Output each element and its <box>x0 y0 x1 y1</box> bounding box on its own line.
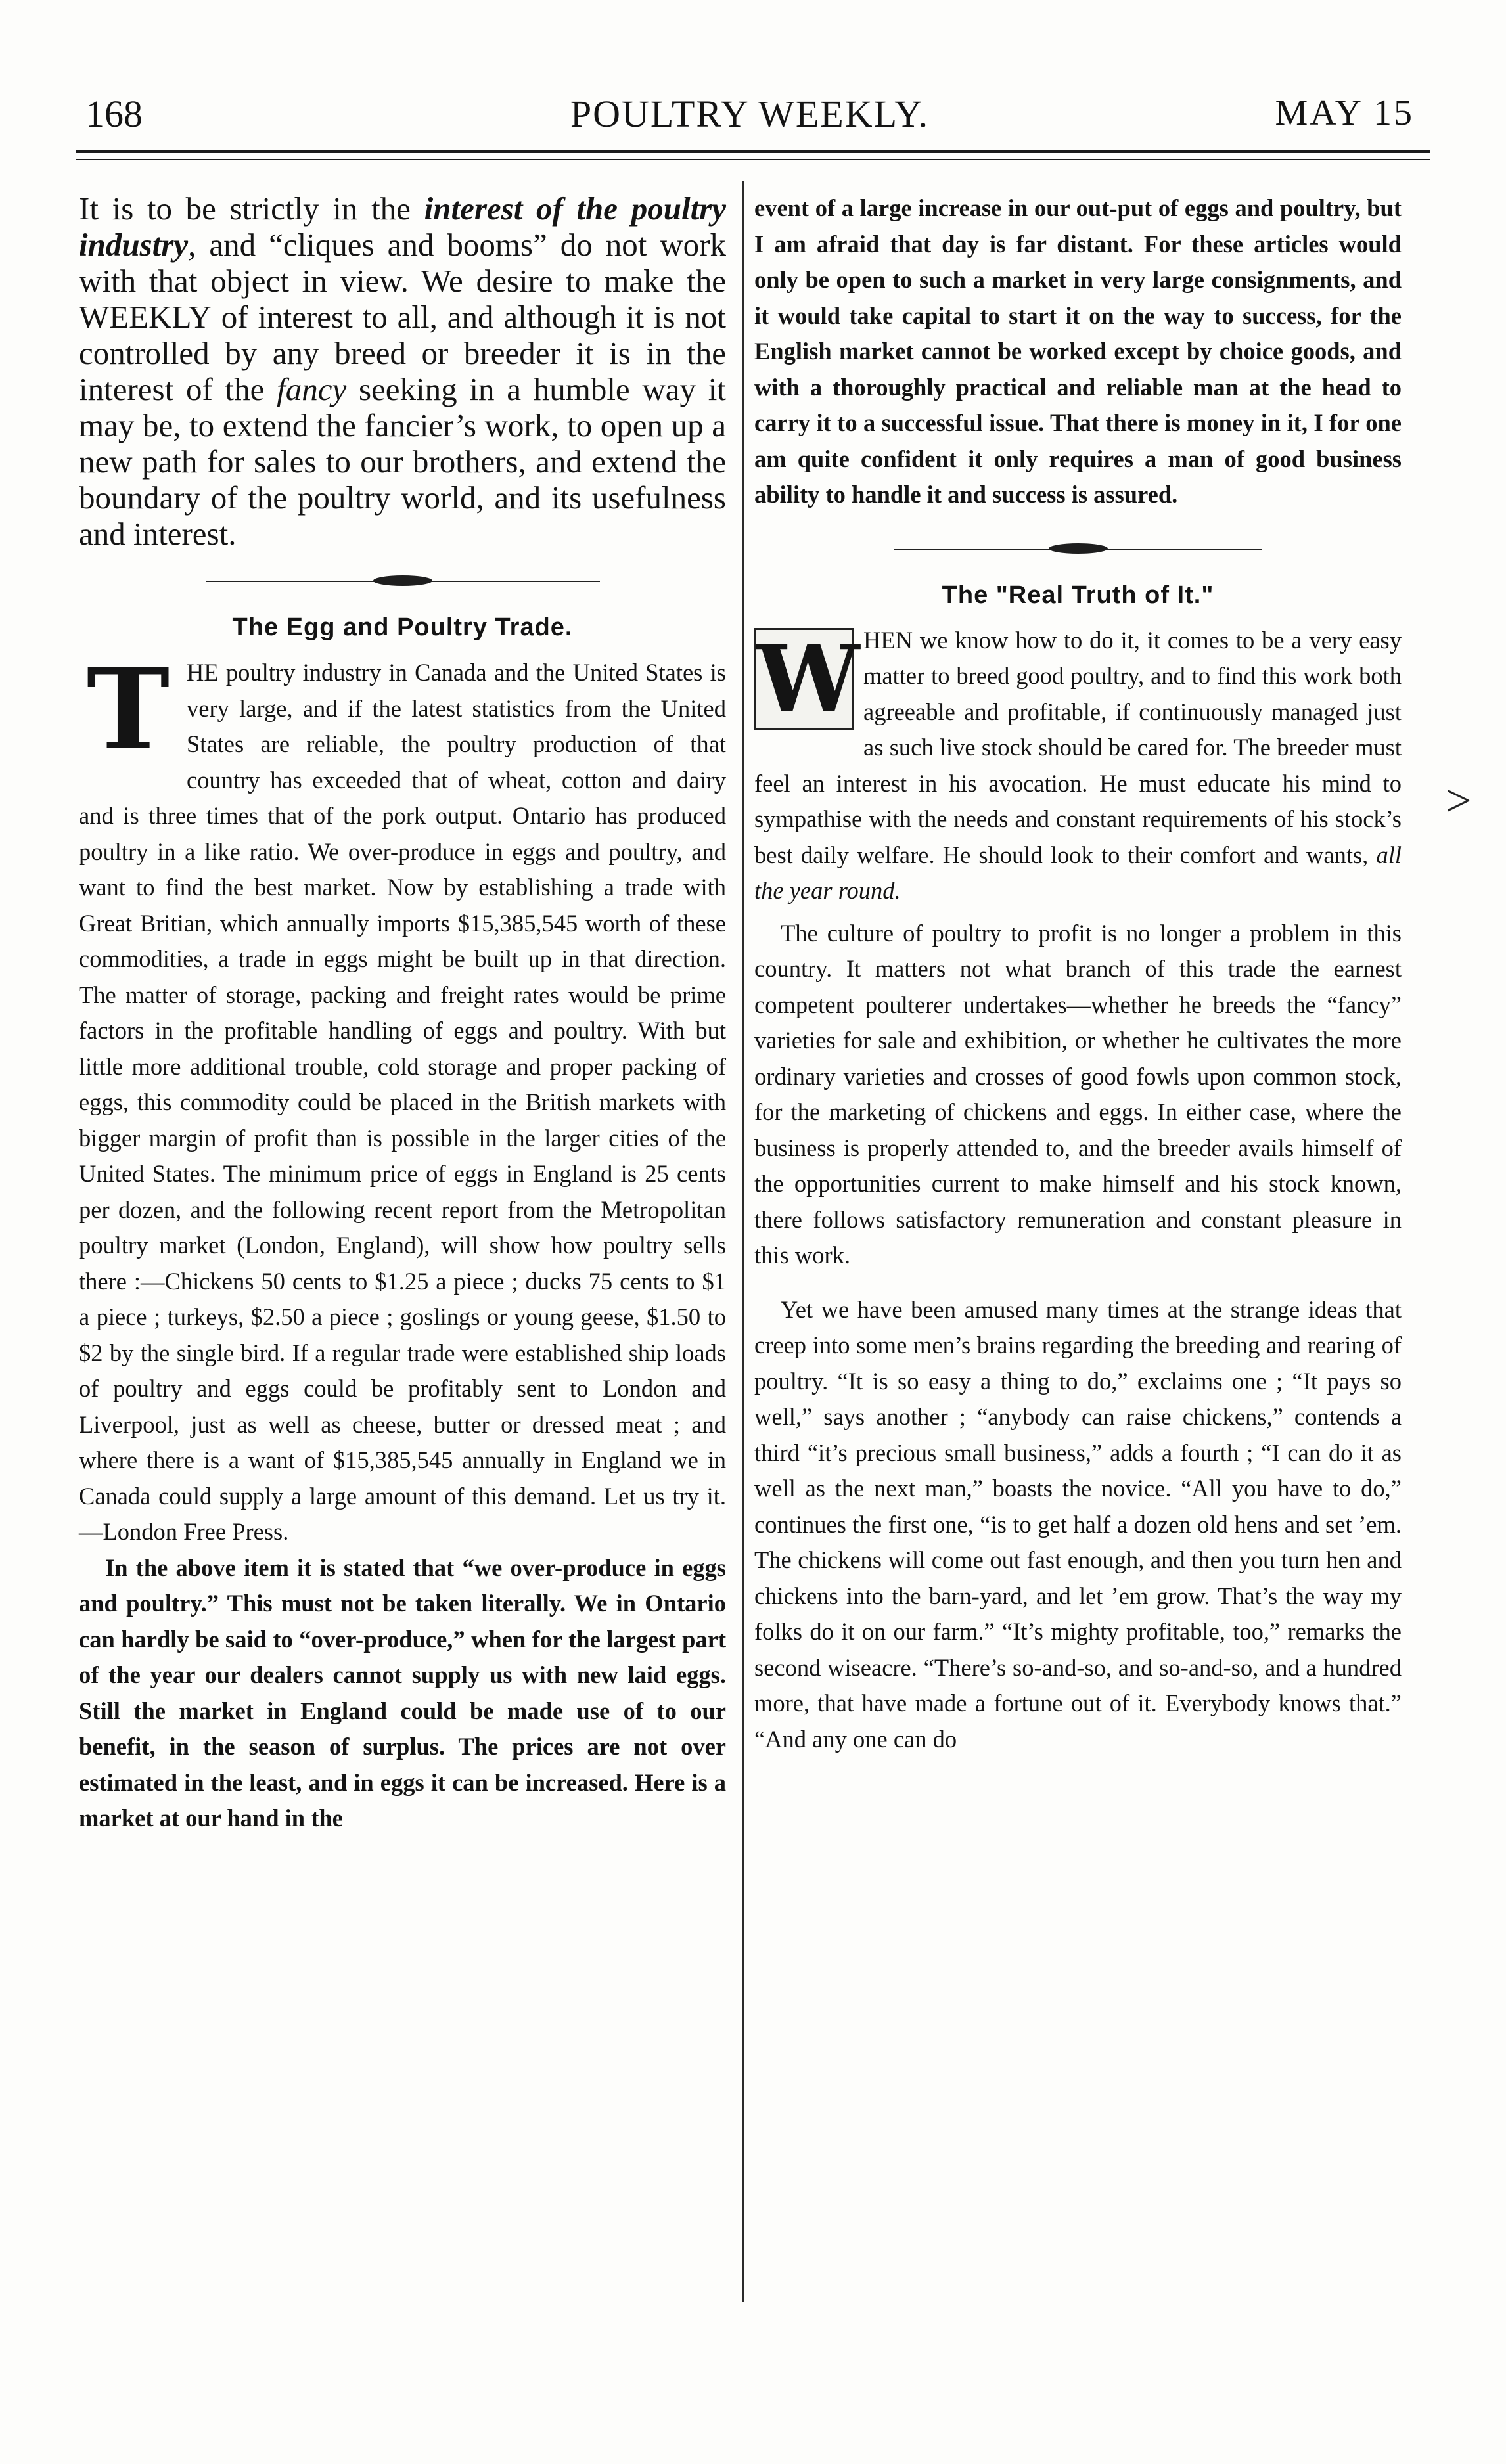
editorial-text-1: It is to be strictly in the <box>79 190 424 227</box>
left-column <box>79 190 726 1837</box>
header-rule-thin <box>76 159 1430 160</box>
article-real-truth-italic: all the year round. <box>754 841 1402 904</box>
article-real-truth-para-1 <box>754 623 1402 909</box>
publication-title: POULTRY WEEKLY. <box>570 93 930 135</box>
editorial-text-4: seeking in a humble way it may be, to extend the fancier’s work, to open up a new path for sales to our brothers, and extend the boundary of the poultry world, and its usefulness and interest. <box>79 371 727 552</box>
margin-bracket-mark: > <box>1446 776 1472 826</box>
lead-word: HEN <box>863 626 913 654</box>
article-egg-trade-para-2: In the above item it is stated that “we over-produce in eggs and poultry.” This must not be taken literally. We in Ontario can hardly be said to “over-produce,” when for the largest part of the year our dealers cannot supply us with new laid eggs. Still the market in England could be made use of to our benefit, in the season of surplus. The prices are not over estimated in the least, and in eggs it can be increased. Here is a market at our hand in the <box>79 1554 726 1831</box>
issue-date: MAY 15 <box>1275 93 1414 133</box>
ornamental-divider <box>206 571 600 591</box>
divider-ornament <box>1049 543 1108 554</box>
article-heading-egg-trade: The Egg and Poultry Trade. <box>232 614 573 641</box>
editorial-text-2: , and “cliques and booms” do not work with that object in view. We desire to make the <box>79 227 726 299</box>
article-egg-trade-body: poultry industry in Canada and the United States is very large, and if the latest statistics from the United States are reliable, the poultry production of that country has exceeded that of wheat, cotton and dairy and is three times that of the pork output. Ontario has produced poultry in a like ratio. We over-produce in eggs and poultry, and want to find the best market. Now by establishing a trade with Great Britian, which annually imports $15,385,545 worth of these commodities, a trade in eggs might be built up in that direction. The matter of storage, packing and freight rates would be prime factors in the profitable handling of eggs and poultry. With but little more additional trouble, cold storage and proper packing of eggs, this commodity could be placed in the British markets with bigger margin of profit than is possible in the larger cities of the United States. The minimum price of eggs in England is 25 cents per dozen, and the following recent report from the Metropolitan poultry market (London, England), will show how poultry sells there :—Chickens 50 cents to $1.25 a piece ; ducks 75 cents to $1 a piece ; turkeys, $2.50 a piece ; goslings or young geese, $1.50 to $2 by the single bird. If a regular trade were established ship loads of poultry and eggs could be profitably sent to London and Liverpool, just as well as cheese, butter or dressed meat ; and where there is a want of $15,385,545 annually in England we in Canada could supply a large amount of this demand. Let us try it.—London Free Press. <box>79 659 726 1545</box>
header-rule-thick <box>76 150 1430 153</box>
running-head <box>85 92 1414 145</box>
lead-word: HE <box>187 659 219 686</box>
editorial-fancy: fancy <box>277 371 347 407</box>
article-real-truth-para-3: Yet we have been amused many times at the strange ideas that creep into some men’s brains regarding the breeding and rearing of poultry. “It is so easy a thing to do,” exclaims one ; “It pays so well,” says another ; “anybody can raise chickens,” contends a third “it’s precious small business,” adds a fourth ; “I can do it as well as the next man,” boasts the novice. “All you have to do,” continues the first one, “is to get half a dozen old hens and set ’em. The chickens will come out fast enough, and then you turn hen and chickens into the barn-yard, and let ’em grow. That’s the way my folks do it on our farm.” “It’s mighty profitable, too,” remarks the second wiseacre. “There’s so-and-so, and so-and-so, and a hundred more, that have made a fortune out of it. Everybody knows that.” “And any one can do <box>754 1295 1402 1753</box>
editorial-emphasis: interest of the poultry industry <box>79 190 726 263</box>
article-egg-trade-para-1 <box>79 644 726 1550</box>
drop-cap-w: W <box>754 628 854 730</box>
article-real-truth-body: we know how to do it, it comes to be a very easy matter to breed good poultry, and to find this work both agreeable and profitable, if continuously managed just as such live stock should be cared for. The breeder must feel an interest in his avocation. He must educate his mind to sympathise with the needs and constant requirements of his stock’s best daily welfare. He should look to their comfort and wants, <box>754 626 1402 868</box>
ornamental-divider-2 <box>894 539 1262 559</box>
divider-ornament <box>373 575 432 586</box>
paragraph-gap <box>754 1274 1402 1292</box>
column-divider <box>742 181 744 2302</box>
article-heading-real-truth: The "Real Truth of It." <box>942 581 1214 609</box>
editorial-paragraph <box>79 190 726 552</box>
article-real-truth-para-2: The culture of poultry to profit is no longer a problem in this country. It matters not what branch of this trade the earnest competent poulterer undertakes—whether he breeds the “fancy” varieties for sale and exhibition, or whether he cultivates the more ordinary varieties and crosses of good fowls upon common stock, for the marketing of chickens and eggs. In either case, where the business is properly attended to, and the breeder avails himself of the opportunities current to make himself and his stock known, there follows satisfactory remuneration and constant pleasure in this work. <box>754 919 1402 1268</box>
editorial-text-3: of interest to all, and although it is not controlled by any breed or breeder it is in the interest of the <box>79 299 726 407</box>
drop-cap-t: T <box>86 644 170 775</box>
right-column <box>754 190 1402 1757</box>
weekly-name: WEEKLY <box>79 299 212 335</box>
page-number: 168 <box>85 93 143 135</box>
continuation-paragraph: event of a large increase in our out-put of eggs and poultry, but I am afraid that day is far distant. For these articles would only be open to such a market in very large consignments, and it would take capital to start it on the way to success, for the English market cannot be worked except by choice goods, and with a thoroughly practical and reliable man at the head to carry it to a successful issue. That there is money in it, I for one am quite confident it only requires a man of good business ability to handle it and success is assured. <box>754 194 1402 508</box>
